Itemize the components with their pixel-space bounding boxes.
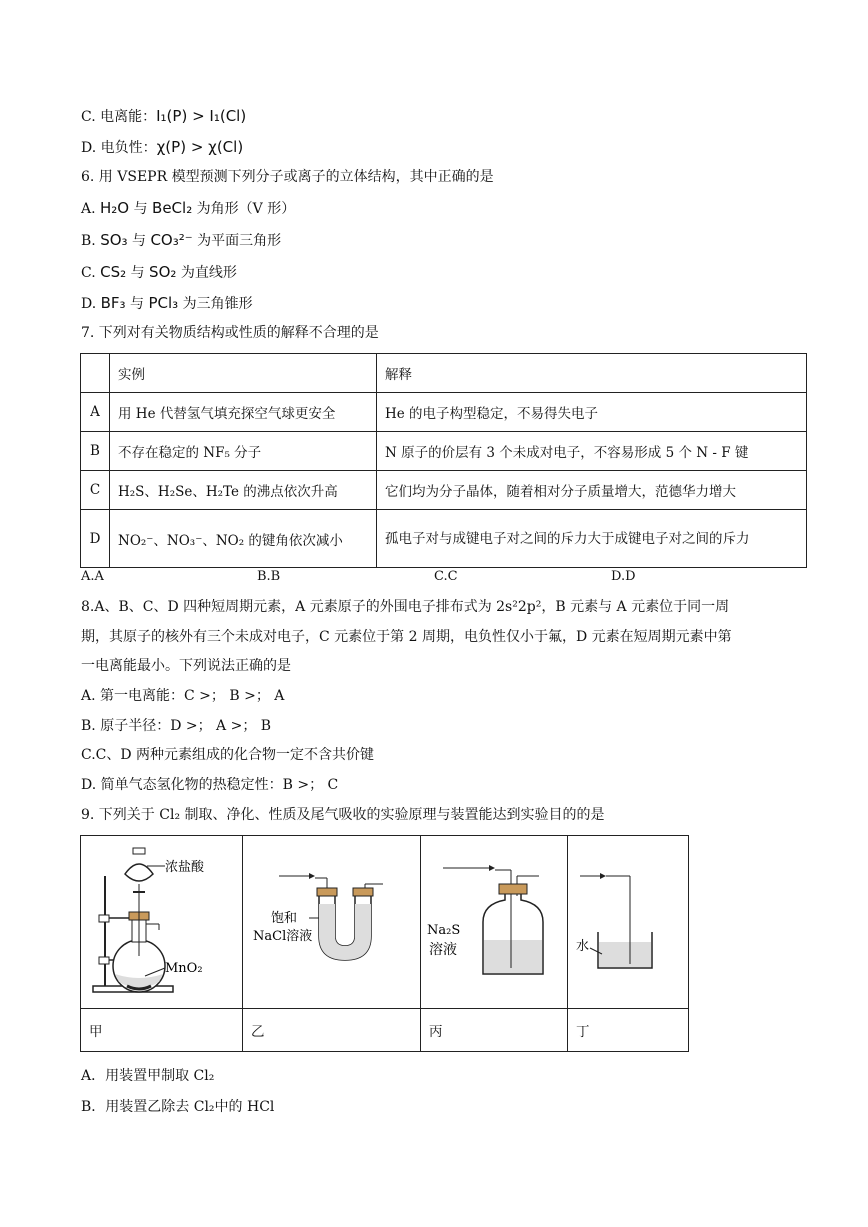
option-prefix: D. [81, 296, 101, 312]
acid-label: 浓盐酸 [165, 860, 205, 875]
q5-option-c-expr: I₁(P) > I₁(Cl) [156, 107, 247, 125]
q6-option-d [81, 293, 253, 314]
header-example: 实例 [110, 354, 377, 393]
row-example: 不存在稳定的 NF₅ 分子 [110, 432, 377, 471]
formula: H₂O [100, 199, 130, 217]
q8-option-b: B. 原子半径：D >； A >； B [81, 718, 272, 734]
q7-stem: 7. 下列对有关物质结构或性质的解释不合理的是 [81, 325, 379, 341]
q6-option-c [81, 262, 237, 283]
option-prefix: B. [81, 233, 101, 249]
apparatus-jia-diagram [81, 836, 242, 1004]
connector: 与 [126, 265, 150, 281]
table-header-row [81, 354, 807, 393]
formula: SO₂ [149, 263, 177, 281]
q8-stem-line-1: 8.A、B、C、D 四种短周期元素，A 元素原子的外围电子排布式为 2s²2p²，B 元素与 A 元素位于同一周 [81, 599, 730, 615]
row-explain: N 原子的价层有 3 个未成对电子，不容易形成 5 个 N - F 键 [377, 432, 807, 471]
row-key: C [81, 471, 110, 510]
row-example: H₂S、H₂Se、H₂Te 的沸点依次升高 [110, 471, 377, 510]
q9-stem: 9. 下列关于 Cl₂ 制取、净化、性质及尾气吸收的实验原理与装置能达到实验目的的是 [81, 807, 605, 823]
q8-stem-line-2: 期，其原子的核外有三个未成对电子，C 元素位于第 2 周期，电负性仅小于氟，D 元素在短周期元素中第 [81, 629, 732, 645]
solution-label-1: Na₂S [427, 923, 461, 938]
caption-yi: 乙 [243, 1009, 421, 1052]
solution-label-2: 溶液 [429, 942, 457, 958]
arrow-icon [309, 873, 315, 879]
apparatus-ding-diagram [568, 836, 688, 1004]
q6-option-a [81, 198, 295, 219]
row-key: B [81, 432, 110, 471]
q7-option-b: B.B [257, 569, 281, 584]
option-prefix: A. [81, 201, 101, 217]
connector: 与 [129, 201, 153, 217]
connector: 与 [127, 233, 151, 249]
q7-option-d: D.D [611, 569, 636, 584]
arrow-icon [600, 873, 606, 879]
q8-option-d: D. 简单气态氢化物的热稳定性：B >； C [81, 777, 339, 793]
row-key: A [81, 393, 110, 432]
row-key: D [81, 510, 110, 568]
q9-option-a: A．用装置甲制取 Cl₂ [81, 1068, 215, 1084]
row-explain: 孤电子对与成键电子对之间的斥力大于成键电子对之间的斥力 [377, 510, 807, 568]
apparatus-yi-diagram [243, 836, 420, 1004]
q5-option-d [81, 137, 243, 158]
table-row [81, 393, 807, 432]
formula: BF₃ [100, 294, 126, 312]
figure-yi-cell [243, 836, 421, 1009]
q5-option-c-label: C. 电离能： [81, 109, 157, 125]
q7-answer-options [81, 569, 801, 587]
caption-row [81, 1009, 689, 1052]
q9-apparatus-table [80, 835, 689, 1052]
formula: SO₃ [100, 231, 128, 249]
option-suffix: 为直线形 [176, 265, 237, 281]
formula: BeCl₂ [152, 199, 193, 217]
solid-label: MnO₂ [165, 961, 203, 976]
formula: CO₃²⁻ [150, 231, 193, 249]
q6-stem: 6. 用 VSEPR 模型预测下列分子或离子的立体结构，其中正确的是 [81, 169, 494, 185]
solution-label-2: NaCl溶液 [253, 929, 313, 944]
figure-row [81, 836, 689, 1009]
row-explain: 它们均为分子晶体，随着相对分子质量增大，范德华力增大 [377, 471, 807, 510]
q8-stem-line-3: 一电离能最小。下列说法正确的是 [81, 658, 291, 674]
q9-option-b: B．用装置乙除去 Cl₂中的 HCl [81, 1099, 275, 1115]
arrow-icon [489, 865, 495, 871]
q7-table [80, 353, 807, 568]
option-prefix: C. [81, 265, 101, 281]
caption-jia: 甲 [81, 1009, 243, 1052]
table-row [81, 432, 807, 471]
row-explain: He 的电子构型稳定，不易得失电子 [377, 393, 807, 432]
table-row [81, 510, 807, 568]
caption-bing: 丙 [421, 1009, 568, 1052]
apparatus-bing-diagram [421, 836, 567, 1004]
figure-ding-cell [568, 836, 689, 1009]
option-suffix: 为平面三角形 [192, 233, 282, 249]
connector: 与 [125, 296, 149, 312]
q5-option-d-expr: χ(P) > χ(Cl) [156, 138, 244, 156]
table-cell [81, 354, 110, 393]
q7-option-a: A.A [81, 569, 104, 584]
q5-option-c [81, 106, 246, 127]
table-row [81, 471, 807, 510]
formula: PCl₃ [148, 294, 179, 312]
q8-option-a: A. 第一电离能：C >； B >； A [81, 688, 285, 704]
figure-bing-cell [421, 836, 568, 1009]
header-explain: 解释 [377, 354, 807, 393]
q5-option-d-label: D. 电负性： [81, 140, 157, 156]
option-suffix: 为角形（V 形） [192, 201, 296, 217]
liquid-label: 水 [576, 939, 590, 954]
row-example: NO₂⁻、NO₃⁻、NO₂ 的键角依次减小 [110, 510, 377, 568]
q8-option-c: C.C、D 两种元素组成的化合物一定不含共价键 [81, 747, 375, 763]
q7-option-c: C.C [434, 569, 458, 584]
q6-option-b [81, 230, 281, 251]
formula: CS₂ [100, 263, 127, 281]
caption-ding: 丁 [568, 1009, 689, 1052]
solution-label-1: 饱和 [271, 911, 298, 926]
row-example: 用 He 代替氢气填充探空气球更安全 [110, 393, 377, 432]
option-suffix: 为三角锥形 [178, 296, 253, 312]
figure-jia-cell [81, 836, 243, 1009]
